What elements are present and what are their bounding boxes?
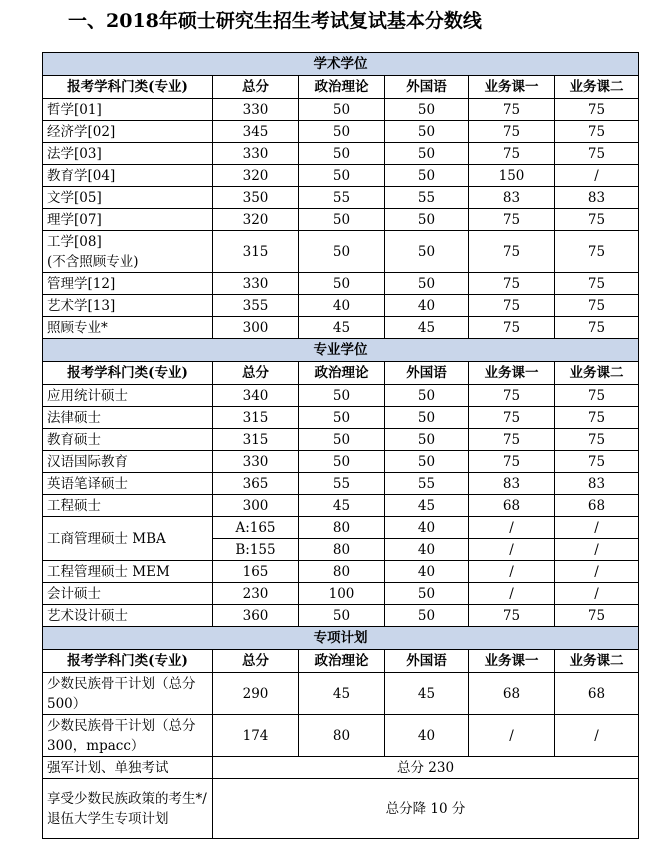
column-header: 外国语 (385, 650, 469, 673)
score-cell: 50 (299, 451, 385, 473)
score-cell: 40 (385, 295, 469, 317)
table-row (43, 429, 639, 451)
subject-name: 法学[03] (43, 143, 213, 165)
score-cell: 50 (299, 99, 385, 121)
subject-name: 教育学[04] (43, 165, 213, 187)
score-cell: 50 (385, 429, 469, 451)
table-row (43, 561, 639, 583)
score-cell: / (555, 517, 639, 539)
score-cell: 75 (555, 605, 639, 627)
score-cell: 355 (213, 295, 299, 317)
subject-name: 哲学[01] (43, 99, 213, 121)
score-cell: 50 (385, 273, 469, 295)
score-cell: 165 (213, 561, 299, 583)
score-cell: 340 (213, 385, 299, 407)
score-cell: 45 (299, 317, 385, 339)
score-cell: 75 (555, 429, 639, 451)
section-title: 专项计划 (43, 627, 639, 650)
column-header: 政治理论 (299, 362, 385, 385)
header-row (43, 362, 639, 385)
subject-name: 工学[08] (不含照顾专业) (43, 231, 213, 273)
score-cell: / (555, 583, 639, 605)
score-cell: 总分 230 (213, 757, 639, 779)
subject-name: 少数民族骨干计划（总分 500） (43, 673, 213, 715)
table-row (43, 209, 639, 231)
score-cell: / (469, 517, 555, 539)
score-cell: 50 (299, 121, 385, 143)
table-row (43, 779, 639, 839)
section-row (43, 53, 639, 76)
score-cell: 50 (299, 429, 385, 451)
score-cell: 50 (299, 143, 385, 165)
table-row (43, 451, 639, 473)
subject-name: 汉语国际教育 (43, 451, 213, 473)
score-table (42, 52, 639, 839)
subject-name: 应用统计硕士 (43, 385, 213, 407)
score-cell: 75 (469, 143, 555, 165)
score-cell: 55 (385, 187, 469, 209)
score-cell: 50 (385, 231, 469, 273)
subject-name: 少数民族骨干计划（总分 300，mpacc） (43, 715, 213, 757)
score-cell: 50 (385, 605, 469, 627)
column-header: 业务课一 (469, 76, 555, 99)
score-cell: 50 (385, 99, 469, 121)
table-row (43, 673, 639, 715)
score-cell: 75 (555, 451, 639, 473)
section-title: 学术学位 (43, 53, 639, 76)
subject-name: 英语笔译硕士 (43, 473, 213, 495)
page-title: 一、2018年硕士研究生招生考试复试基本分数线 (68, 10, 482, 32)
score-cell: 40 (385, 517, 469, 539)
table-row (43, 605, 639, 627)
column-header: 报考学科门类(专业) (43, 650, 213, 673)
score-cell: 80 (299, 539, 385, 561)
score-cell: 50 (385, 165, 469, 187)
score-cell: 80 (299, 561, 385, 583)
score-cell: 40 (299, 295, 385, 317)
subject-name: 强军计划、单独考试 (43, 757, 213, 779)
score-cell: 360 (213, 605, 299, 627)
score-cell: 75 (469, 407, 555, 429)
score-cell: 315 (213, 429, 299, 451)
score-cell: 75 (555, 273, 639, 295)
section-row (43, 627, 639, 650)
score-cell: 75 (469, 451, 555, 473)
column-header: 总分 (213, 362, 299, 385)
score-cell: 75 (469, 317, 555, 339)
table-row (43, 99, 639, 121)
score-cell: 40 (385, 539, 469, 561)
table-row (43, 295, 639, 317)
table-row (43, 231, 639, 273)
column-header: 业务课二 (555, 362, 639, 385)
subject-name: 艺术学[13] (43, 295, 213, 317)
score-cell: 100 (299, 583, 385, 605)
table-row (43, 757, 639, 779)
score-cell: 83 (555, 187, 639, 209)
subject-name: 理学[07] (43, 209, 213, 231)
header-row (43, 650, 639, 673)
score-cell: 50 (385, 451, 469, 473)
score-cell: 75 (469, 385, 555, 407)
table-row (43, 143, 639, 165)
score-cell: 174 (213, 715, 299, 757)
score-cell: 50 (299, 407, 385, 429)
score-cell: / (555, 561, 639, 583)
score-cell: 75 (555, 407, 639, 429)
score-cell: 75 (469, 209, 555, 231)
score-cell: 75 (555, 295, 639, 317)
score-cell: 75 (469, 231, 555, 273)
score-cell: 75 (555, 121, 639, 143)
score-cell: 50 (299, 165, 385, 187)
score-cell: 75 (555, 99, 639, 121)
section-title: 专业学位 (43, 339, 639, 362)
column-header: 业务课二 (555, 76, 639, 99)
score-cell: 45 (385, 495, 469, 517)
score-cell: 315 (213, 407, 299, 429)
table-row (43, 583, 639, 605)
score-cell: 55 (385, 473, 469, 495)
header-row (43, 76, 639, 99)
score-cell: 50 (299, 605, 385, 627)
column-header: 业务课一 (469, 650, 555, 673)
column-header: 报考学科门类(专业) (43, 76, 213, 99)
score-cell: 75 (555, 231, 639, 273)
score-cell: 75 (469, 99, 555, 121)
score-cell: 345 (213, 121, 299, 143)
table-row (43, 273, 639, 295)
score-cell: 75 (555, 209, 639, 231)
score-cell: 50 (385, 143, 469, 165)
column-header: 业务课一 (469, 362, 555, 385)
score-cell: 330 (213, 273, 299, 295)
section-row (43, 339, 639, 362)
score-cell: 45 (299, 495, 385, 517)
score-cell: 75 (469, 273, 555, 295)
score-cell: 300 (213, 317, 299, 339)
score-cell: / (469, 539, 555, 561)
table-row (43, 407, 639, 429)
table-row (43, 165, 639, 187)
table-row (43, 495, 639, 517)
score-cell: 150 (469, 165, 555, 187)
score-cell: 50 (299, 209, 385, 231)
score-cell: 350 (213, 187, 299, 209)
score-cell: 80 (299, 715, 385, 757)
score-cell: 45 (385, 673, 469, 715)
score-cell: 68 (555, 495, 639, 517)
column-header: 外国语 (385, 362, 469, 385)
score-cell: 315 (213, 231, 299, 273)
score-cell: 50 (299, 273, 385, 295)
subject-name: 法律硕士 (43, 407, 213, 429)
column-header: 业务课二 (555, 650, 639, 673)
subject-name: 工程硕士 (43, 495, 213, 517)
score-cell: 40 (385, 561, 469, 583)
score-cell: / (469, 561, 555, 583)
score-cell: 50 (385, 209, 469, 231)
score-cell: 290 (213, 673, 299, 715)
table-row (43, 121, 639, 143)
subject-name: 工程管理硕士 MEM (43, 561, 213, 583)
score-cell: A:165 (213, 517, 299, 539)
subject-name: 教育硕士 (43, 429, 213, 451)
score-cell: 320 (213, 165, 299, 187)
score-cell: 50 (299, 231, 385, 273)
column-header: 总分 (213, 76, 299, 99)
table-row (43, 317, 639, 339)
score-cell: 365 (213, 473, 299, 495)
score-cell: / (555, 539, 639, 561)
subject-name: 文学[05] (43, 187, 213, 209)
score-cell: 75 (469, 605, 555, 627)
column-header: 政治理论 (299, 76, 385, 99)
score-cell: 68 (469, 495, 555, 517)
score-cell: / (555, 715, 639, 757)
score-cell: / (555, 165, 639, 187)
score-cell: 330 (213, 451, 299, 473)
score-cell: 83 (555, 473, 639, 495)
column-header: 政治理论 (299, 650, 385, 673)
score-cell: 45 (299, 673, 385, 715)
table-row (43, 385, 639, 407)
score-cell: 50 (385, 583, 469, 605)
score-cell: 75 (469, 121, 555, 143)
score-cell: 75 (469, 295, 555, 317)
subject-name: 管理学[12] (43, 273, 213, 295)
score-cell: 75 (469, 429, 555, 451)
score-cell: 330 (213, 99, 299, 121)
score-cell: 50 (385, 407, 469, 429)
column-header: 外国语 (385, 76, 469, 99)
score-cell: 75 (555, 317, 639, 339)
score-cell: 68 (555, 673, 639, 715)
score-cell: 50 (385, 121, 469, 143)
score-cell: 75 (555, 143, 639, 165)
score-cell: 83 (469, 473, 555, 495)
score-cell: B:155 (213, 539, 299, 561)
score-cell: / (469, 583, 555, 605)
score-cell: 300 (213, 495, 299, 517)
score-cell: 68 (469, 673, 555, 715)
score-cell: 50 (299, 385, 385, 407)
score-cell: 总分降 10 分 (213, 779, 639, 839)
subject-name: 享受少数民族政策的考生*/退伍大学生专项计划 (43, 779, 213, 839)
subject-name: 经济学[02] (43, 121, 213, 143)
score-cell: 40 (385, 715, 469, 757)
score-cell: 50 (385, 385, 469, 407)
table-row (43, 473, 639, 495)
score-cell: 80 (299, 517, 385, 539)
subject-name: 照顾专业* (43, 317, 213, 339)
score-cell: 45 (385, 317, 469, 339)
score-cell: 83 (469, 187, 555, 209)
column-header: 报考学科门类(专业) (43, 362, 213, 385)
score-cell: 330 (213, 143, 299, 165)
score-cell: 75 (555, 385, 639, 407)
score-cell: / (469, 715, 555, 757)
subject-name: 工商管理硕士 MBA (43, 517, 213, 561)
score-cell: 55 (299, 473, 385, 495)
score-cell: 320 (213, 209, 299, 231)
table-row (43, 517, 639, 539)
score-cell: 55 (299, 187, 385, 209)
subject-name: 会计硕士 (43, 583, 213, 605)
table-row (43, 715, 639, 757)
column-header: 总分 (213, 650, 299, 673)
score-cell: 230 (213, 583, 299, 605)
subject-name: 艺术设计硕士 (43, 605, 213, 627)
table-row (43, 187, 639, 209)
